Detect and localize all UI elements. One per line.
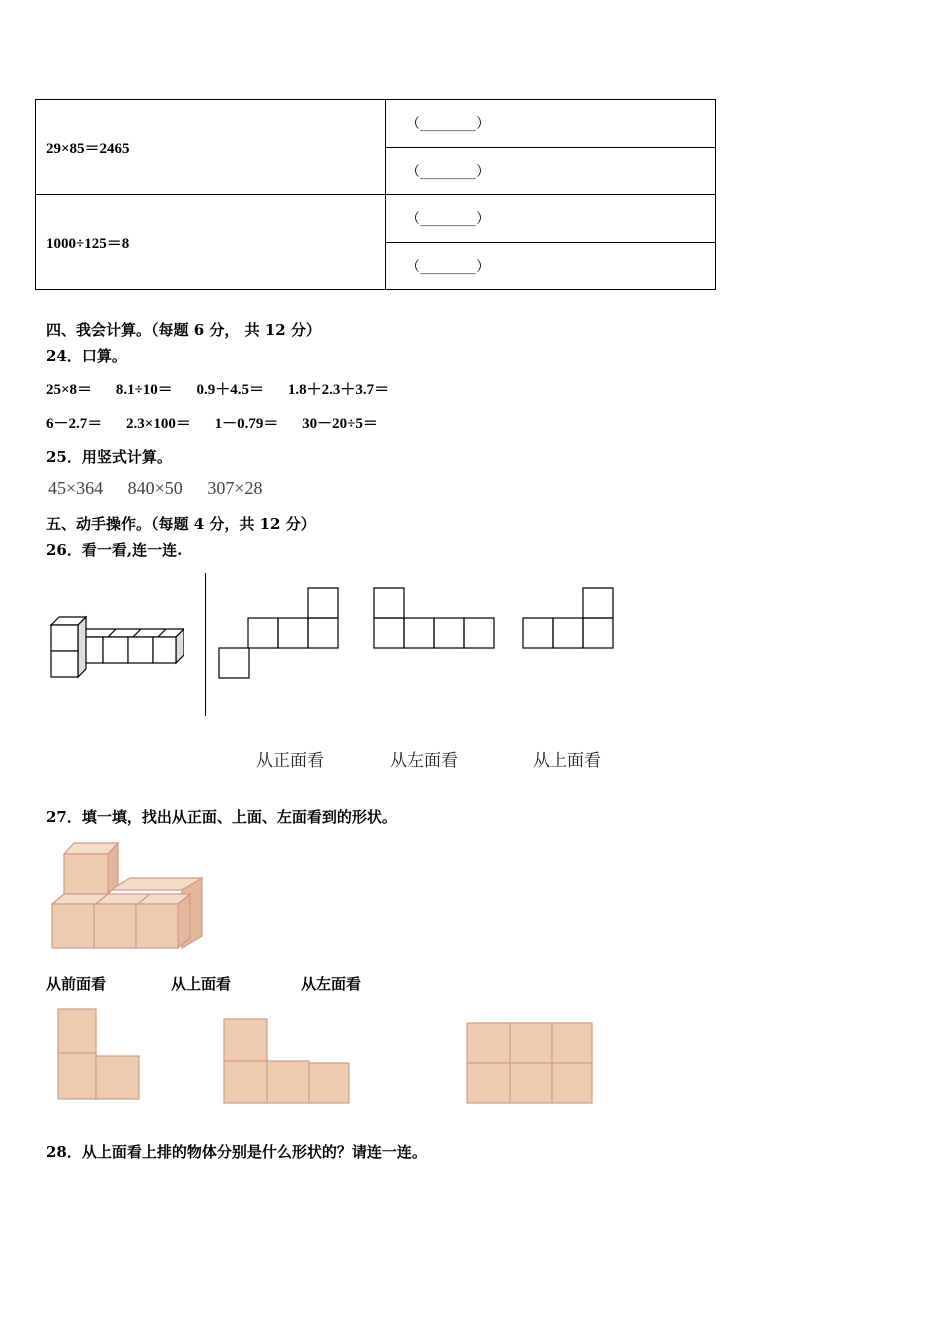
answer-blank[interactable]: （________） <box>386 147 716 195</box>
calc-item: 25×8＝ <box>46 382 93 398</box>
question-25-title: 25．用竖式计算。 <box>46 448 172 466</box>
answer-blank[interactable]: （________） <box>386 242 716 290</box>
view-shape-1 <box>218 586 342 680</box>
view-shape-2 <box>372 586 496 650</box>
vertical-calc-item: 45×364 <box>48 478 104 498</box>
estimation-table <box>35 99 716 290</box>
question-24-title: 24．口算。 <box>46 347 127 365</box>
calc-item: 6－2.7＝ <box>46 416 103 432</box>
calc-item: 30－20÷5＝ <box>302 416 378 432</box>
vertical-calc-item: 840×50 <box>127 478 183 498</box>
label-top-view: 从上面看 <box>171 975 232 993</box>
section-5-title: 五、动手操作。（每题 4 分，共 12 分） <box>46 515 316 533</box>
answer-shape-b <box>222 1017 352 1107</box>
label-left-view: 从左面看 <box>301 975 362 993</box>
calc-item: 2.3×100＝ <box>126 416 191 432</box>
answer-blank[interactable]: （________） <box>386 100 716 148</box>
answer-shape-c <box>465 1020 595 1106</box>
cube-assembly-figure <box>48 615 184 681</box>
calc-item: 1－0.79＝ <box>214 416 279 432</box>
equation-cell: 1000÷125＝8 <box>36 195 386 290</box>
question-27-title: 27．填一填，找出从正面、上面、左面看到的形状。 <box>46 808 397 826</box>
calc-item: 1.8＋2.3＋3.7＝ <box>287 382 390 398</box>
mental-calc-row-2 <box>46 412 398 433</box>
equation-cell: 29×85＝2465 <box>36 100 386 195</box>
calc-item: 8.1÷10＝ <box>115 382 173 398</box>
vertical-calc-row <box>48 478 282 499</box>
mental-calc-row-1 <box>46 378 409 399</box>
colored-cube-figure <box>50 840 206 952</box>
question-28-title: 28．从上面看上排的物体分别是什么形状的？请连一连。 <box>46 1143 427 1161</box>
answer-blank[interactable]: （________） <box>386 195 716 243</box>
vertical-calc-item: 307×28 <box>207 478 263 498</box>
answer-shape-a <box>55 1007 143 1103</box>
label-front-view: 从前面看 <box>46 975 107 993</box>
divider-line <box>205 573 206 716</box>
view-shape-3 <box>521 586 615 650</box>
caption-left-view: 从左面看 <box>390 751 458 771</box>
question-26-title: 26．看一看,连一连. <box>46 541 183 559</box>
calc-item: 0.9＋4.5＝ <box>196 382 265 398</box>
caption-front-view: 从正面看 <box>256 751 324 771</box>
section-4-title: 四、我会计算。（每题 6 分， 共 12 分） <box>46 321 321 339</box>
caption-top-view: 从上面看 <box>533 751 601 771</box>
